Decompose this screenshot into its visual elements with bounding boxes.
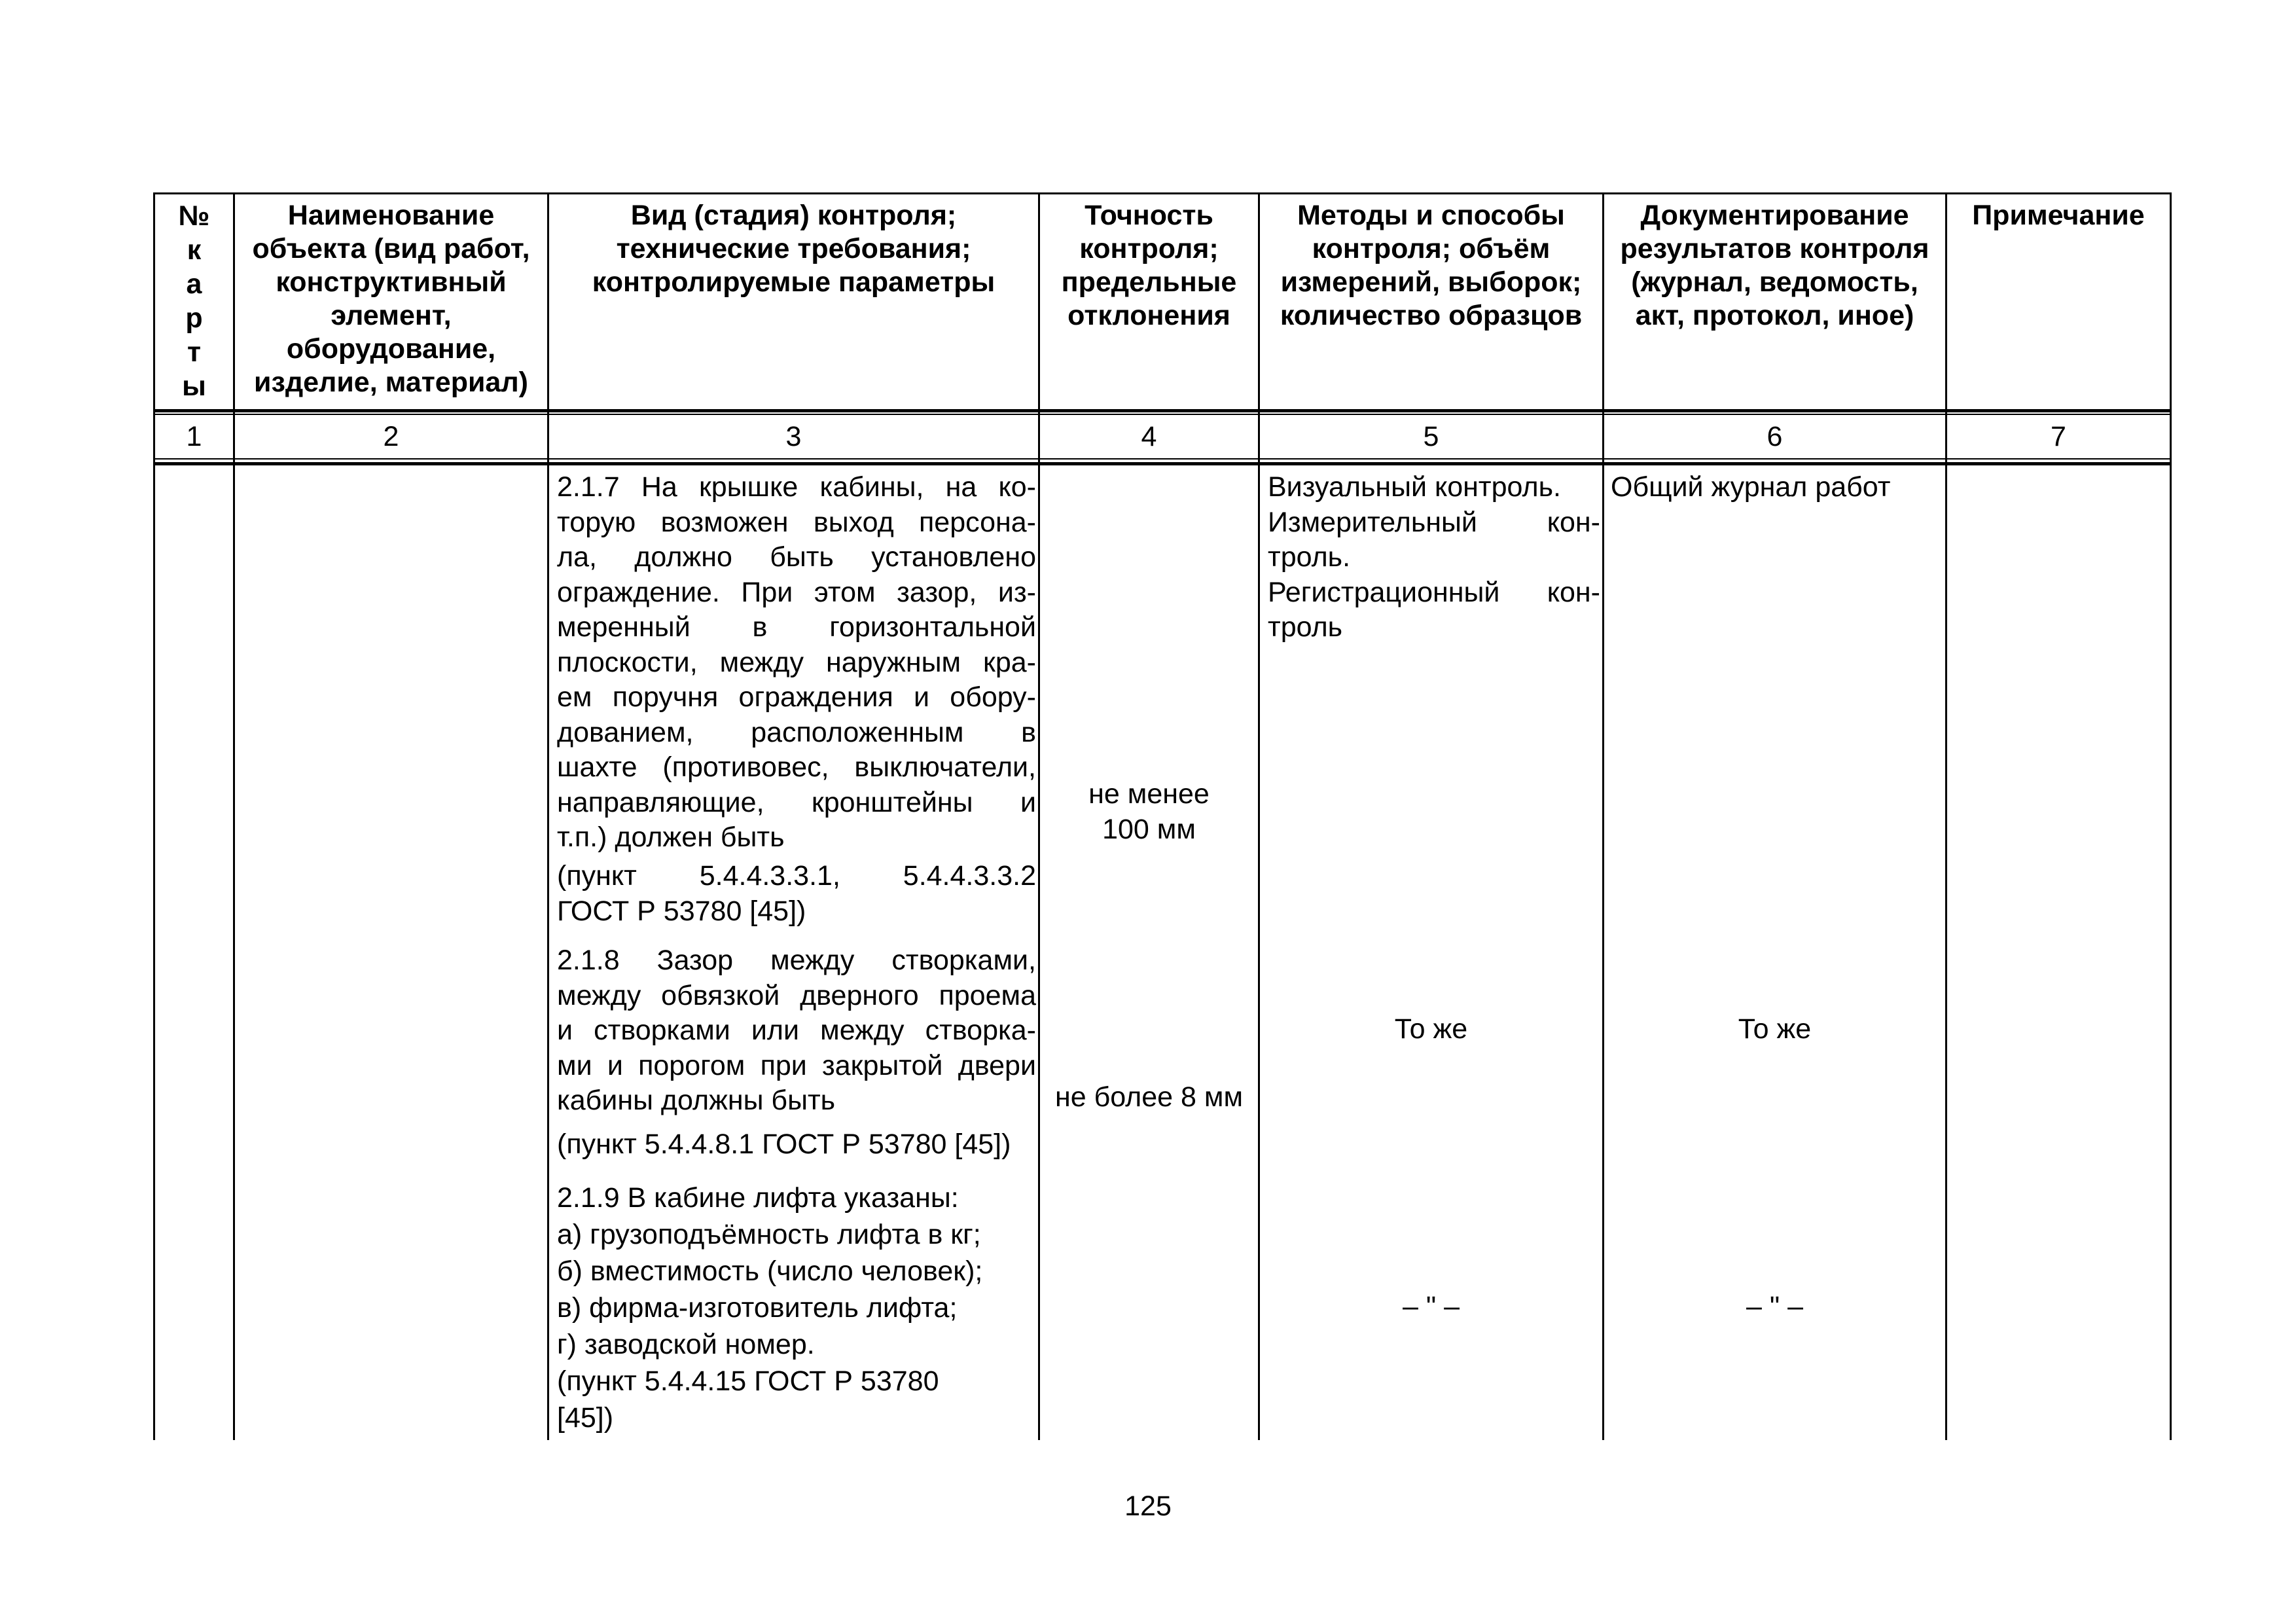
text-line: Измерительный кон- (1268, 506, 1600, 538)
column-number-3: 3 (785, 421, 802, 452)
numbers-bottom-border (153, 458, 2172, 460)
text-line: торую возможен выход персона- (557, 506, 1036, 538)
documentation-2-1-9 (1604, 1290, 1945, 1325)
text-line: меренный в горизонтальной (557, 611, 1036, 643)
text-line: между обвязкой дверного проема (557, 979, 1036, 1011)
text-line: не менее (1088, 778, 1210, 810)
documentation-2-1-8 (1604, 1012, 1945, 1047)
methods-2-1-8 (1260, 1012, 1602, 1047)
text-line: ГОСТ Р 53780 [45]) (557, 895, 806, 927)
text-line: (пункт 5.4.4.3.3.1, 5.4.4.3.3.2 (557, 860, 1036, 892)
col-border-6 (1945, 192, 1947, 1440)
text-line: шахте (противовес, выключатели, (557, 751, 1036, 783)
text-line: – " – (1746, 1291, 1803, 1322)
body-top-border (153, 462, 2172, 465)
col-border-4 (1258, 192, 1260, 1440)
text-line: троль. (1268, 541, 1351, 573)
text-line: – " – (1403, 1291, 1460, 1322)
header-control-type: Вид (стадия) контроля; технические требования; контролируемые параметры (592, 200, 996, 298)
text-line: в) фирма-изготовитель лифта; (557, 1292, 958, 1324)
requirement-2-1-8 (557, 943, 1036, 1119)
text-line: То же (1394, 1013, 1468, 1045)
accuracy-2-1-7 (1040, 777, 1258, 847)
reference-2-1-8 (557, 1127, 1036, 1163)
column-number-4: 4 (1141, 421, 1157, 452)
column-number-1: 1 (186, 421, 202, 452)
header-methods: Методы и способы контроля; объём измерений, выборок; количество образцов (1280, 200, 1583, 331)
table-top-border (153, 192, 2172, 194)
header-bottom-border (153, 409, 2172, 412)
accuracy-2-1-8 (1040, 1080, 1258, 1115)
text-line: 2.1.8 Зазор между створками, (557, 945, 1036, 976)
col-border-7 (2170, 192, 2172, 1440)
text-line: б) вместимость (число человек); (557, 1255, 983, 1287)
requirement-2-1-7 (557, 470, 1036, 856)
col-border-2 (547, 192, 549, 1440)
text-line: а) грузоподъёмность лифта в кг; (557, 1219, 981, 1250)
numbers-top-border (153, 414, 2172, 415)
text-line: Визуальный контроль. (1268, 471, 1561, 503)
documentation-2-1-7 (1611, 470, 1943, 505)
text-line: 2.1.9 В кабине лифта указаны: (557, 1182, 959, 1214)
methods-2-1-7 (1268, 470, 1600, 645)
header-card-number: № к а р т ы (178, 200, 210, 402)
header-documentation: Документирование результатов контроля (журнал, ведомость, акт, протокол, иное) (1620, 200, 1929, 331)
text-line: направляющие, кронштейны и (557, 786, 1036, 818)
text-line: ограждение. При этом зазор, из- (557, 576, 1036, 608)
text-line: То же (1738, 1013, 1812, 1045)
requirement-2-1-9 (557, 1180, 1036, 1436)
text-line: г) заводской номер. (557, 1329, 815, 1360)
header-accuracy: Точность контроля; предельные отклонения (1061, 200, 1237, 331)
text-line: не более 8 мм (1054, 1081, 1244, 1113)
page-number: 125 (1124, 1490, 1172, 1522)
text-line: плоскости, между наружным кра- (557, 646, 1036, 678)
reference-2-1-7 (557, 859, 1036, 929)
column-number-2: 2 (383, 421, 399, 452)
text-line: дованием, расположенным в (557, 716, 1036, 748)
methods-2-1-9 (1260, 1290, 1602, 1325)
text-line: Регистрационный кон- (1268, 576, 1600, 608)
header-notes: Примечание (1972, 200, 2145, 231)
text-line: 100 мм (1102, 813, 1196, 845)
text-line: ми и порогом при закрытой двери (557, 1049, 1036, 1081)
text-line: т.п.) должен быть (557, 821, 785, 853)
col-border-5 (1602, 192, 1604, 1440)
text-line: ем поручня ограждения и обору- (557, 681, 1036, 713)
text-line: ла, должно быть установлено (557, 541, 1036, 573)
column-number-5: 5 (1423, 421, 1439, 452)
text-line: Общий журнал работ (1611, 471, 1891, 503)
text-line: [45]) (557, 1402, 614, 1434)
text-line: кабины должны быть (557, 1085, 836, 1116)
column-number-6: 6 (1767, 421, 1783, 452)
text-line: (пункт 5.4.4.15 ГОСТ Р 53780 (557, 1365, 939, 1397)
text-line: троль (1268, 611, 1343, 643)
header-object-name: Наименование объекта (вид работ, конструктивный элемент, оборудование, изделие, материал) (252, 200, 530, 398)
text-line: 2.1.7 На крышке кабины, на ко- (557, 471, 1036, 503)
column-number-7: 7 (2051, 421, 2066, 452)
text-line: (пункт 5.4.4.8.1 ГОСТ Р 53780 [45]) (557, 1128, 1011, 1160)
text-line: и створками или между створка- (557, 1015, 1036, 1046)
